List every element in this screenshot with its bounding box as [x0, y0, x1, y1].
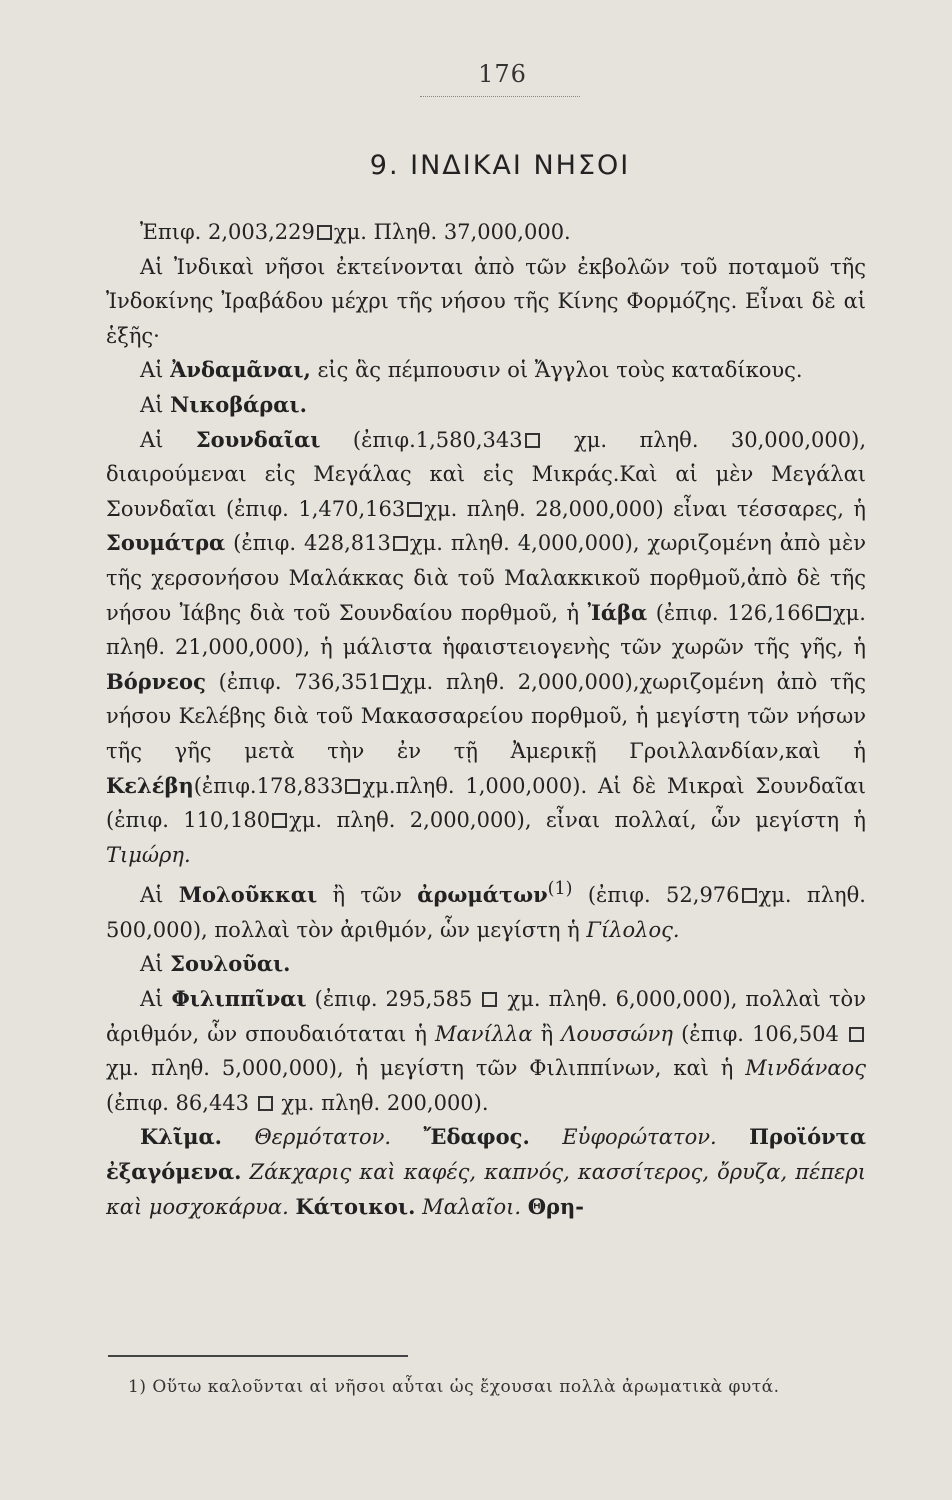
paragraph-philippines: Αἱ Φιλιππῖναι (ἐπιφ. 295,585 χμ. πληθ. 6,000,000), πολλαὶ τὸν ἀριθμόν, ὧν σπουδαιόταται ἡ Μανίλλα ἢ Λουσσώνη (ἐπιφ. 106,504 χμ. πληθ. 5,000,000), ἡ μεγίστη τῶν Φιλιππίνων, καὶ ἡ Μινδάναος (ἐπιφ. 86,443 χμ. πληθ. 200,000).: [106, 986, 866, 1115]
island-name: Σουμάτρα: [106, 530, 226, 556]
square-km-icon: [816, 606, 831, 621]
square-km-icon: [742, 888, 757, 903]
square-km-icon: [849, 1027, 864, 1042]
island-name: Μολοῦκκαι: [178, 882, 318, 908]
body-text: [106, 215, 866, 1224]
paragraph-intro: Αἱ Ἰνδικαὶ νῆσοι ἐκτείνονται ἀπὸ τῶν ἐκβολῶν τοῦ ποταμοῦ τῆς Ἰνδοκίνης Ἰραβάδου μέχρι τῆς νήσου τῆς Κίνης Φορμόζης. Εἶναι δὲ αἱ ἑξῆς·: [106, 254, 866, 348]
square-km-icon: [272, 813, 287, 828]
island-name: Σουλοῦαι.: [170, 951, 291, 977]
footnote-ref: (1): [547, 879, 573, 900]
footnote: 1) Οὕτω καλοῦνται αἱ νῆσοι αὗται ὡς ἔχουσαι πολλὰ ἀρωματικὰ φυτά.: [128, 1377, 780, 1397]
paragraph-climate: Κλῖμα. Θερμότατον. Ἔδαφος. Εὐφορώτατον. Προϊόντα ἐξαγόμενα. Ζάκχαρις καὶ καφές, καπνός, κασσίτερος, ὄρυζα, πέπερι καὶ μοσχοκάρυα. Κάτοικοι. Μαλαῖοι. Θρη-: [106, 1124, 866, 1219]
square-km-icon: [407, 502, 422, 517]
chapter-title: 9. ΙΝΔΙΚΑΙ ΝΗΣΟΙ: [369, 150, 631, 181]
square-km-icon: [525, 433, 540, 448]
island-name: Νικοβάραι.: [170, 391, 307, 417]
paragraph-moluccas: Αἱ Μολοῦκκαι ἢ τῶν ἀρωμάτων$^{(1)}$ (ἐπιφ. 52,976 χμ. πληθ. 500,000), πολλαὶ τὸν ἀριθμόν, ὧν μεγίστη ἡ Γίλολος.: [106, 879, 866, 942]
island-name: Ἀνδαμᾶναι,: [170, 357, 311, 383]
island-name: Βόρνεος: [106, 668, 206, 694]
island-name: Σουνδαῖαι: [195, 426, 321, 452]
island-name: Φιλιππῖναι: [171, 986, 307, 1012]
paragraph-sulu: Αἱ Σουλοῦαι.: [140, 951, 291, 977]
square-km-icon: [482, 992, 497, 1007]
paragraph-area: Ἐπιφ. 2,003,229 χμ. Πληθ. 37,000,000.: [140, 220, 571, 244]
square-km-icon: [393, 536, 408, 551]
paragraph-nicobars: Αἱ Νικοβάραι.: [140, 391, 307, 417]
footnote-divider: [108, 1355, 408, 1357]
square-km-icon: [317, 225, 332, 240]
page-number: 176: [478, 60, 527, 88]
paragraph-andamans: Αἱ Ἀνδαμᾶναι, εἰς ἃς πέμπουσιν οἱ Ἄγγλοι τοὺς καταδίκους.: [140, 357, 803, 383]
paragraph-sunda: Αἱ Σουνδαῖαι (ἐπιφ.1,580,343 χμ. πληθ. 30,000,000), διαιρούμεναι εἰς Μεγάλας καὶ εἰς Μικράς.Καὶ αἱ μὲν Μεγάλαι Σουνδαῖαι (ἐπιφ. 1,470,163 χμ. πληθ. 28,000,000) εἶναι τέσσαρες, ἡ Σουμάτρα (ἐπιφ. 428,813 χμ. πληθ. 4,000,000), χωριζομένη ἀπὸ μὲν τῆς χερσονήσου Μαλάκκας διὰ τοῦ Μαλακκικοῦ πορθμοῦ,ἀπὸ δὲ τῆς νήσου Ἰάβης διὰ τοῦ Σουνδαίου πορθμοῦ, ἡ Ἰάβα (ἐπιφ. 126,166 χμ. πληθ. 21,000,000), ἡ μάλιστα ἡφαιστειογενὴς τῶν χωρῶν τῆς γῆς, ἡ Βόρνεος (ἐπιφ. 736,351 χμ. πληθ. 2,000,000),χωριζομένη ἀπὸ τῆς νήσου Κελέβης διὰ τοῦ Μακασσαρείου πορθμοῦ, ἡ μεγίστη τῶν νήσων τῆς γῆς μετὰ τὴν ἐν τῇ Ἀμερικῇ Γροιλλανδίαν,καὶ ἡ Κελέβη(ἐπιφ.178,833 χμ.πληθ. 1,000,000). Αἱ δὲ Μικραὶ Σουνδαῖαι (ἐπιφ. 110,180 χμ. πληθ. 2,000,000), εἶναι πολλαί, ὧν μεγίστη ἡ Τιμώρη.: [106, 426, 866, 867]
square-km-icon: [345, 779, 360, 794]
square-km-icon: [258, 1096, 273, 1111]
header-divider: [420, 96, 580, 97]
island-name: Ἰάβα: [587, 599, 648, 625]
island-name: Κελέβη: [106, 772, 194, 798]
square-km-icon: [383, 675, 398, 690]
